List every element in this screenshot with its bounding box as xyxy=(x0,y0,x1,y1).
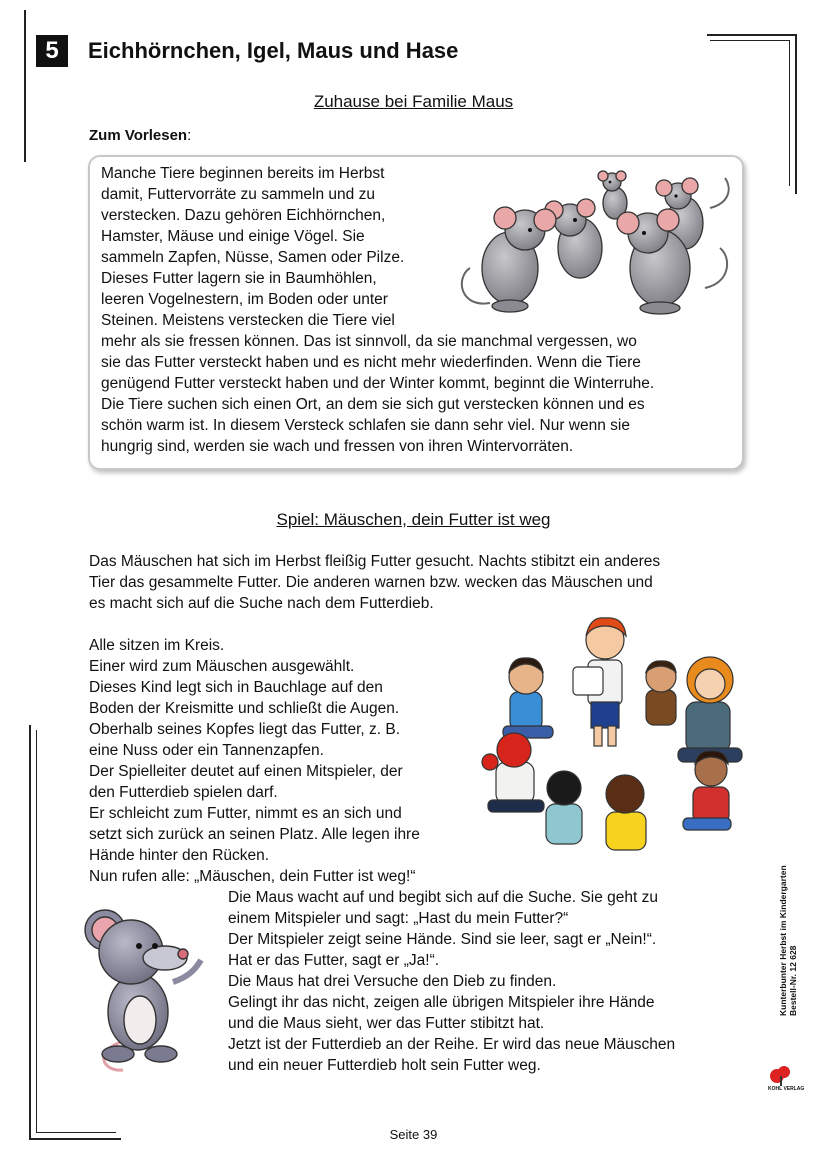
text-line: und die Maus sieht, wer das Futter stibitzt hat. xyxy=(228,1015,545,1032)
text-line: Boden der Kreismitte und schließt die Augen. xyxy=(89,700,400,717)
frame-line-bottom-left-v2 xyxy=(36,730,37,1132)
text-line: Hamster, Mäuse und einige Vögel. Sie xyxy=(101,228,365,245)
text-line: Oberhalb seines Kopfes liegt das Futter, z. B. xyxy=(89,721,401,738)
text-line: Die Maus wacht auf und begibt sich auf die Suche. Sie geht zu xyxy=(228,889,658,906)
chapter-number-badge: 5 xyxy=(36,35,68,67)
side-book-title: Kunterbunter Herbst im Kindergarten xyxy=(778,865,788,1016)
read-aloud-label: Zum Vorlesen: xyxy=(89,127,192,144)
frame-line-top-right-v2 xyxy=(789,40,790,186)
side-order-number: Bestell-Nr. 12 628 xyxy=(788,945,798,1016)
text-line: sammeln Zapfen, Nüsse, Samen oder Pilze. xyxy=(101,249,405,266)
publisher-name: KOHL VERLAG xyxy=(768,1086,805,1092)
section-heading-familie-maus: Zuhause bei Familie Maus xyxy=(313,92,514,111)
text-line: es macht sich auf die Suche nach dem Futterdieb. xyxy=(89,595,434,612)
text-line: Tier das gesammelte Futter. Die anderen warnen bzw. wecken das Mäuschen und xyxy=(89,574,653,591)
text-line: Jetzt ist der Futterdieb an der Reihe. Er wird das neue Mäuschen xyxy=(228,1036,676,1053)
text-line: hungrig sind, werden sie wach und fressen von ihren Wintervorräten. xyxy=(101,438,574,455)
frame-line-top-right-h xyxy=(707,34,797,36)
text-line: Das Mäuschen hat sich im Herbst fleißig Futter gesucht. Nachts stibitzt ein anderes xyxy=(89,553,661,570)
text-line: damit, Futtervorräte zu sammeln und zu xyxy=(101,186,375,203)
text-line: Hat er das Futter, sagt er „Ja!“. xyxy=(228,952,440,969)
text-line: Die Tiere suchen sich einen Ort, an dem sie sich gut verstecken können und es xyxy=(101,396,645,413)
publisher-logo xyxy=(768,1062,805,1100)
text-line: sie das Futter versteckt haben und es nicht mehr wiederfinden. Wenn die Tiere xyxy=(101,354,641,371)
text-line: und ein neuer Futterdieb holt sein Futter weg. xyxy=(228,1057,541,1074)
page-number: Seite 39 xyxy=(389,1127,438,1142)
text-line: den Futterdieb spielen darf. xyxy=(89,784,278,801)
text-line: Der Spielleiter deutet auf einen Mitspieler, der xyxy=(89,763,403,780)
text-line: Die Maus hat drei Versuche den Dieb zu finden. xyxy=(228,973,557,990)
text-line: Dieses Kind legt sich in Bauchlage auf den xyxy=(89,679,383,696)
section-heading-spiel: Spiel: Mäuschen, dein Futter ist weg xyxy=(276,510,551,529)
chapter-title: Eichhörnchen, Igel, Maus und Hase xyxy=(88,38,459,63)
frame-line-top-right-v xyxy=(795,34,797,194)
publisher-logo-icon xyxy=(768,1062,794,1086)
text-line: verstecken. Dazu gehören Eichhörnchen, xyxy=(101,207,386,224)
text-line: setzt sich zurück an seinen Platz. Alle legen ihre xyxy=(89,826,420,843)
text-line: Alle sitzen im Kreis. xyxy=(89,637,225,654)
text-line: Einer wird zum Mäuschen ausgewählt. xyxy=(89,658,355,675)
text-line: Manche Tiere beginnen bereits im Herbst xyxy=(101,165,385,182)
cartoon-mouse-illustration xyxy=(83,902,211,1074)
text-line: einem Mitspieler und sagt: „Hast du mein Futter?“ xyxy=(228,910,569,927)
side-book-info xyxy=(778,865,798,1016)
text-line: Er schleicht zum Futter, nimmt es an sich und xyxy=(89,805,402,822)
frame-line-bottom-left-v xyxy=(29,725,31,1140)
text-line: Nun rufen alle: „Mäuschen, dein Futter ist weg!“ xyxy=(89,868,416,885)
text-line: eine Nuss oder ein Tannenzapfen. xyxy=(89,742,324,759)
children-circle-illustration xyxy=(478,612,753,862)
frame-line-top-right-h2 xyxy=(710,40,790,41)
mice-family-illustration xyxy=(450,168,735,318)
text-line: Dieses Futter lagern sie in Baumhöhlen, xyxy=(101,270,377,287)
text-line: genügend Futter versteckt haben und der Winter kommt, beginnt die Winterruhe. xyxy=(101,375,655,392)
text-line: leeren Vogelnestern, im Boden oder unter xyxy=(101,291,388,308)
text-line: Der Mitspieler zeigt seine Hände. Sind sie leer, sagt er „Nein!“. xyxy=(228,931,657,948)
frame-line-top-left xyxy=(24,10,26,162)
text-line: Steinen. Meistens verstecken die Tiere viel xyxy=(101,312,395,329)
text-line: Gelingt ihr das nicht, zeigen alle übrigen Mitspieler ihre Hände xyxy=(228,994,655,1011)
text-line: mehr als sie fressen können. Das ist sinnvoll, da sie manchmal vergessen, wo xyxy=(101,333,637,350)
text-line: Hände hinter den Rücken. xyxy=(89,847,270,864)
text-line: schön warm ist. In diesem Versteck schlafen sie dann sehr viel. Nur wenn sie xyxy=(101,417,630,434)
